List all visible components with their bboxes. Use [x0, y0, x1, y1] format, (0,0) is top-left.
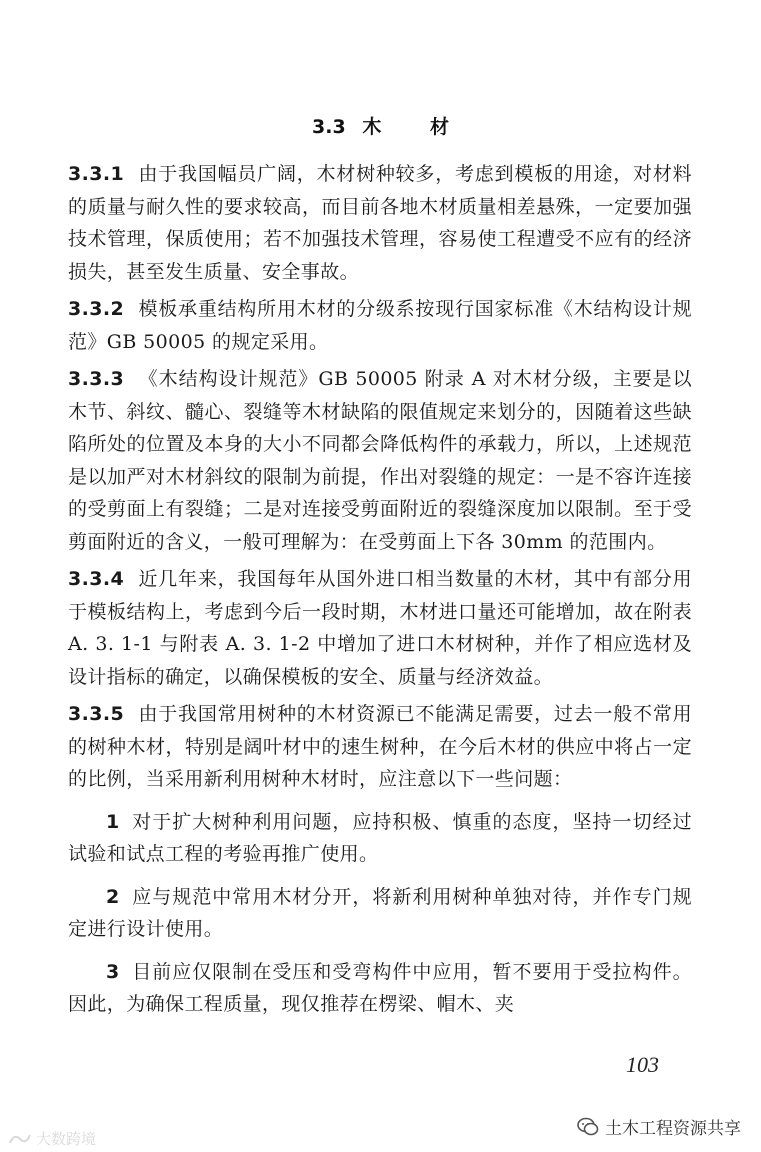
- wechat-icon: [577, 1117, 599, 1137]
- list-item-number: 3: [106, 960, 120, 983]
- clause-text: 由于我国常用树种的木材资源已不能满足需要，过去一般不常用的树种木材，特别是阔叶材中的速生树种，在今后木材的供应中将占一定的比例，当采用新利用树种木材时，应注意以下一些问题：: [68, 703, 692, 790]
- body-text: [68, 158, 692, 1026]
- list-item: [68, 806, 692, 871]
- clause-paragraph: [68, 158, 692, 288]
- section-title-word-1: 木: [362, 116, 382, 138]
- watermark-right: [577, 1114, 741, 1139]
- clause-paragraph: [68, 698, 692, 796]
- watermark-left-text: 大数跨境: [36, 1130, 97, 1148]
- list-item-text: 目前应仅限制在受压和受弯构件中应用，暂不要用于受拉构件。因此，为确保工程质量，现仅推荐在楞梁、帽木、夹: [68, 960, 692, 1015]
- list-item-number: 1: [106, 810, 120, 833]
- section-number: 3.3: [312, 116, 346, 138]
- clause-text: 近几年来，我国每年从国外进口相当数量的木材，其中有部分用于模板结构上，考虑到今后一段时期，木材进口量还可能增加，故在附表 A. 3. 1-1 与附表 A. 3. 1-2 中增加了进口木材树种，并作了相应选材及设计指标的确定，以确保模板的安全、质量与经济效益。: [68, 568, 692, 688]
- clause-number: 3.3.1: [68, 163, 125, 185]
- clause-paragraph: [68, 293, 692, 358]
- section-title: [0, 112, 761, 139]
- clause-text: 模板承重结构所用木材的分级系按现行国家标准《木结构设计规范》GB 50005 的规定采用。: [68, 298, 692, 353]
- list-item: [68, 956, 692, 1021]
- watermark-right-text: 土木工程资源共享: [605, 1119, 741, 1139]
- clause-number: 3.3.4: [68, 568, 125, 590]
- clause-text: 由于我国幅员广阔，木材树种较多，考虑到模板的用途，对材料的质量与耐久性的要求较高，而目前各地木材质量相差悬殊，一定要加强技术管理，保质使用；若不加强技术管理，容易使工程遭受不应有的经济损失，甚至发生质量、安全事故。: [68, 163, 692, 283]
- clause-text: 《木结构设计规范》GB 50005 附录 A 对木材分级，主要是以木节、斜纹、髓心、裂缝等木材缺陷的限值规定来划分的，因随着这些缺陷所处的位置及本身的大小不同都会降低构件的承载力，所以，上述规范是以加严对木材斜纹的限制为前提，作出对裂缝的规定：一是不容许连接的受剪面上有裂缝；二是对连接受剪面附近的裂缝深度加以限制。至于受剪面附近的含义，一般可理解为：在受剪面上下各 30mm 的范围内。: [68, 368, 692, 553]
- watermark-left: [8, 1128, 96, 1149]
- list-item-number: 2: [106, 885, 120, 908]
- clause-number: 3.3.5: [68, 703, 125, 725]
- page-number: 103: [626, 1052, 659, 1077]
- list-item: [68, 881, 692, 946]
- clause-number: 3.3.2: [68, 298, 125, 320]
- list-item-text: 应与规范中常用木材分开，将新利用树种单独对待，并作专门规定进行设计使用。: [68, 885, 692, 940]
- section-title-word-2: 材: [429, 116, 449, 138]
- clause-paragraph: [68, 563, 692, 693]
- list-item-text: 对于扩大树种利用问题，应持积极、慎重的态度，坚持一切经过试验和试点工程的考验再推广使用。: [68, 810, 692, 865]
- brand-logo-icon: [8, 1131, 32, 1147]
- clause-paragraph: [68, 363, 692, 558]
- clause-number: 3.3.3: [68, 368, 125, 390]
